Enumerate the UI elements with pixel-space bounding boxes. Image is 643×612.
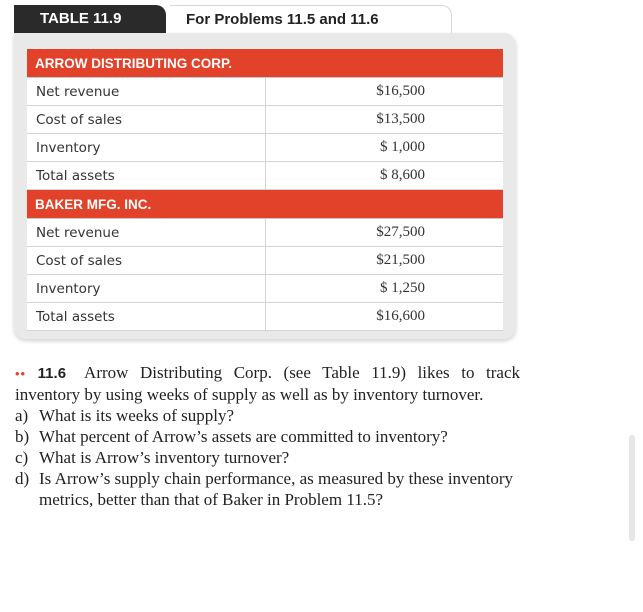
item-text: What is Arrow’s inventory turnover? (39, 448, 290, 467)
table-panel (14, 33, 516, 339)
row-label: Total assets (27, 303, 265, 331)
table-row (27, 247, 503, 275)
section-header-label: BAKER MFG. INC. (27, 190, 503, 219)
item-text: What is its weeks of supply? (39, 406, 234, 425)
problem-intro-paragraph (15, 362, 520, 405)
table-row (27, 106, 503, 134)
table-row (27, 303, 503, 331)
row-value: $ 8,600 (265, 162, 503, 190)
row-label: Inventory (27, 134, 265, 162)
item-letter: d) (15, 469, 30, 488)
row-value: $16,600 (265, 303, 503, 331)
list-item (15, 405, 520, 426)
item-letter: c) (15, 448, 29, 467)
row-label: Cost of sales (27, 247, 265, 275)
list-item (15, 447, 520, 468)
row-label: Net revenue (27, 219, 265, 247)
row-value: $27,500 (265, 219, 503, 247)
row-label: Net revenue (27, 78, 265, 106)
row-value: $13,500 (265, 106, 503, 134)
table-row (27, 162, 503, 190)
table-row (27, 78, 503, 106)
table-row (27, 219, 503, 247)
item-letter: a) (15, 406, 29, 425)
difficulty-dots: •• (15, 366, 27, 381)
table-row (27, 275, 503, 303)
table-title: For Problems 11.5 and 11.6 (170, 5, 452, 33)
row-value: $16,500 (265, 78, 503, 106)
item-text: Is Arrow’s supply chain performance, as measured by these inventory metrics, better than that of Baker in Problem 11.5? (39, 469, 513, 509)
row-value: $21,500 (265, 247, 503, 275)
row-value: $ 1,250 (265, 275, 503, 303)
section-header-label: ARROW DISTRIBUTING CORP. (27, 49, 503, 78)
scrollbar[interactable] (629, 435, 635, 541)
item-letter: b) (15, 427, 30, 446)
list-item (15, 468, 520, 510)
row-value: $ 1,000 (265, 134, 503, 162)
list-item (15, 426, 520, 447)
item-text: What percent of Arrow’s assets are committed to inventory? (39, 427, 448, 446)
section-header-arrow (27, 49, 503, 78)
section-header-baker (27, 190, 503, 219)
row-label: Total assets (27, 162, 265, 190)
problem-11-6 (15, 362, 520, 510)
problem-intro: Arrow Distributing Corp. (see Table 11.9) likes to track inventory by using weeks of supply as well as by inventory turnover. (15, 363, 520, 404)
data-table (27, 49, 503, 331)
problem-items (15, 405, 520, 510)
row-label: Inventory (27, 275, 265, 303)
problem-number: 11.6 (37, 365, 67, 382)
table-row (27, 134, 503, 162)
table-number-tab: TABLE 11.9 (14, 5, 166, 33)
row-label: Cost of sales (27, 106, 265, 134)
